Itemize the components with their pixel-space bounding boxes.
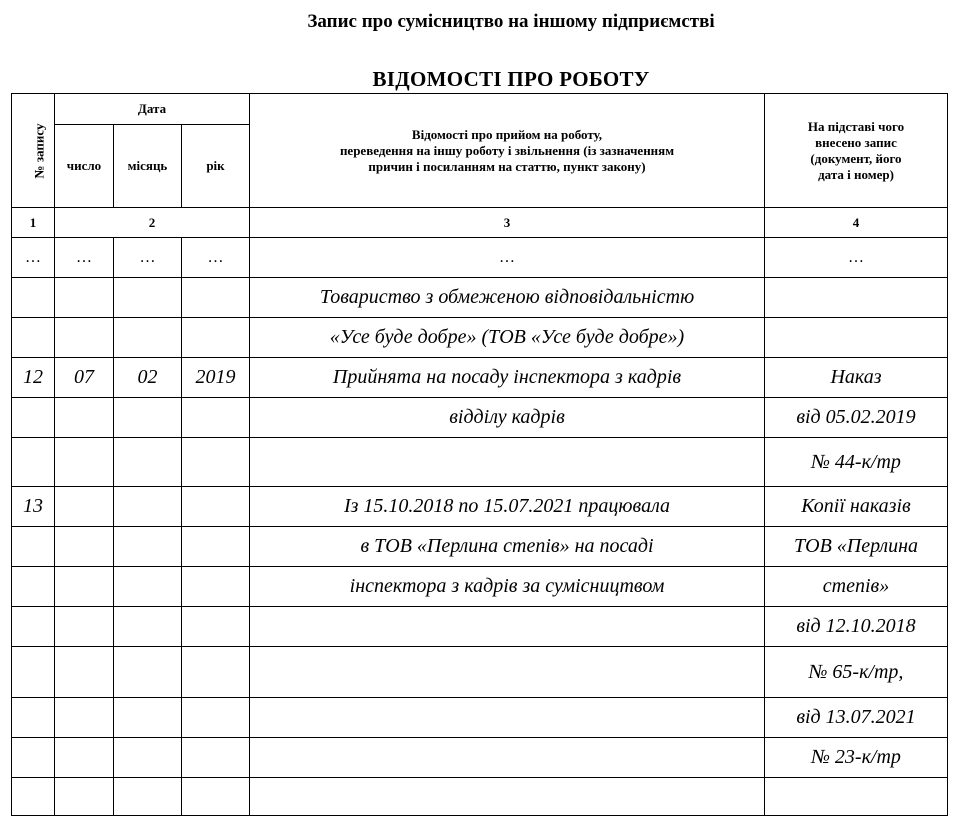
cell-record-no — [12, 527, 55, 567]
cell-info — [250, 607, 765, 647]
cell-basis: ТОВ «Перлина — [765, 527, 948, 567]
cell-record-no — [12, 738, 55, 778]
cell-month — [114, 318, 182, 358]
table-row — [12, 698, 948, 738]
cell-record-no — [12, 318, 55, 358]
cell-info — [250, 738, 765, 778]
col-number: 2 — [55, 208, 250, 238]
table-row — [12, 358, 948, 398]
cell-month — [114, 527, 182, 567]
table-row — [12, 238, 948, 278]
table-row — [12, 398, 948, 438]
cell-basis: від 12.10.2018 — [765, 607, 948, 647]
cell-day — [55, 567, 114, 607]
cell-info: в ТОВ «Перлина степів» на посаді — [250, 527, 765, 567]
cell-month — [114, 778, 182, 816]
header-day: число — [55, 125, 114, 208]
column-number-row — [12, 208, 948, 238]
cell-month — [114, 438, 182, 487]
cell-basis: № 23-к/тр — [765, 738, 948, 778]
cell-record-no — [12, 607, 55, 647]
cell-basis — [765, 778, 948, 816]
cell-info: Товариство з обмеженою відповідальністю — [250, 278, 765, 318]
cell-year: … — [182, 238, 250, 278]
header-month: місяць — [114, 125, 182, 208]
cell-record-no — [12, 567, 55, 607]
cell-record-no — [12, 647, 55, 698]
table-row — [12, 607, 948, 647]
cell-month — [114, 567, 182, 607]
cell-info — [250, 438, 765, 487]
cell-month — [114, 487, 182, 527]
table-row — [12, 738, 948, 778]
header-year: рік — [182, 125, 250, 208]
cell-record-no: 13 — [12, 487, 55, 527]
cell-record-no: 12 — [12, 358, 55, 398]
table-row — [12, 318, 948, 358]
cell-basis — [765, 278, 948, 318]
table-row — [12, 278, 948, 318]
table-row — [12, 647, 948, 698]
cell-basis: … — [765, 238, 948, 278]
cell-info: «Усе буде добре» (ТОВ «Усе буде добре») — [250, 318, 765, 358]
cell-year — [182, 278, 250, 318]
cell-day — [55, 527, 114, 567]
cell-day — [55, 438, 114, 487]
cell-basis: від 13.07.2021 — [765, 698, 948, 738]
cell-month — [114, 278, 182, 318]
cell-basis: степів» — [765, 567, 948, 607]
cell-basis: № 44-к/тр — [765, 438, 948, 487]
cell-day: 07 — [55, 358, 114, 398]
document-title: Запис про сумісництво на іншому підприємстві — [307, 11, 715, 32]
cell-month — [114, 647, 182, 698]
cell-record-no — [12, 778, 55, 816]
section-title: ВІДОМОСТІ ПРО РОБОТУ — [372, 67, 650, 91]
table-row — [12, 527, 948, 567]
cell-month — [114, 738, 182, 778]
table-row — [12, 438, 948, 487]
header-record-no: № запису — [12, 94, 55, 208]
cell-record-no — [12, 278, 55, 318]
cell-day — [55, 778, 114, 816]
cell-basis — [765, 318, 948, 358]
cell-info: Прийнята на посаду інспектора з кадрів — [250, 358, 765, 398]
cell-year — [182, 527, 250, 567]
cell-month — [114, 698, 182, 738]
cell-year — [182, 438, 250, 487]
cell-record-no — [12, 438, 55, 487]
cell-day — [55, 738, 114, 778]
table-row — [12, 567, 948, 607]
cell-year — [182, 567, 250, 607]
cell-record-no — [12, 398, 55, 438]
header-basis: На підставі чого внесено запис (документ, його дата і номер) — [765, 94, 948, 208]
cell-day — [55, 647, 114, 698]
cell-info: відділу кадрів — [250, 398, 765, 438]
cell-basis: Наказ — [765, 358, 948, 398]
work-record-table — [11, 93, 948, 816]
cell-year — [182, 487, 250, 527]
cell-year — [182, 607, 250, 647]
cell-record-no: … — [12, 238, 55, 278]
header-row-1 — [12, 94, 948, 125]
cell-info — [250, 698, 765, 738]
cell-day — [55, 487, 114, 527]
cell-day — [55, 278, 114, 318]
table-row — [12, 487, 948, 527]
col-number: 1 — [12, 208, 55, 238]
cell-year — [182, 778, 250, 816]
table-row — [12, 778, 948, 816]
cell-day — [55, 698, 114, 738]
cell-month — [114, 607, 182, 647]
cell-month: 02 — [114, 358, 182, 398]
cell-basis: № 65-к/тр, — [765, 647, 948, 698]
cell-day — [55, 318, 114, 358]
cell-month — [114, 398, 182, 438]
header-date: Дата — [55, 94, 250, 125]
cell-year — [182, 398, 250, 438]
cell-basis: Копії наказів — [765, 487, 948, 527]
cell-info: … — [250, 238, 765, 278]
cell-info — [250, 778, 765, 816]
cell-day — [55, 607, 114, 647]
cell-year — [182, 698, 250, 738]
col-number: 3 — [250, 208, 765, 238]
cell-info — [250, 647, 765, 698]
header-info: Відомості про прийом на роботу, переведення на іншу роботу і звільнення (із зазначенням причин і посиланням на статтю, пункт закону) — [250, 94, 765, 208]
cell-info: інспектора з кадрів за сумісництвом — [250, 567, 765, 607]
cell-record-no — [12, 698, 55, 738]
cell-basis: від 05.02.2019 — [765, 398, 948, 438]
cell-day — [55, 398, 114, 438]
cell-day: … — [55, 238, 114, 278]
cell-year — [182, 647, 250, 698]
cell-year: 2019 — [182, 358, 250, 398]
cell-info: Із 15.10.2018 по 15.07.2021 працювала — [250, 487, 765, 527]
cell-month: … — [114, 238, 182, 278]
cell-year — [182, 318, 250, 358]
cell-year — [182, 738, 250, 778]
col-number: 4 — [765, 208, 948, 238]
